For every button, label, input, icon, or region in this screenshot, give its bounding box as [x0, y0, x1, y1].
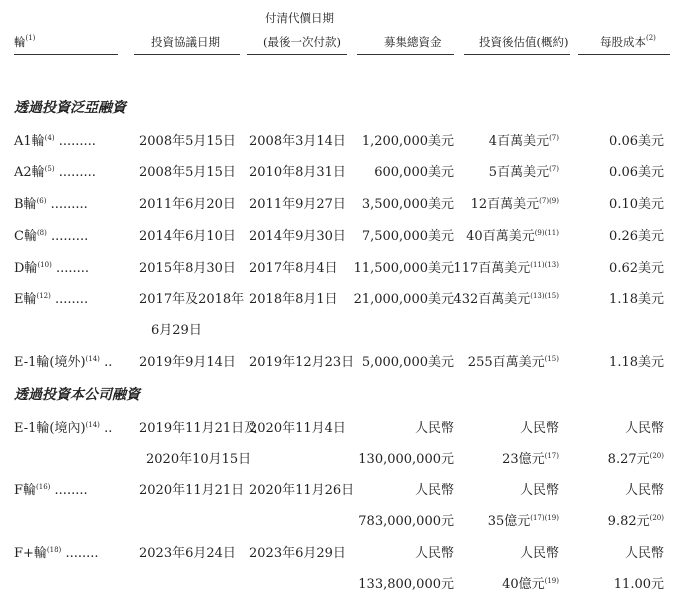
header-rule: [247, 54, 347, 55]
valuation: 5百萬美元$^{(7)}$: [488, 165, 559, 180]
amount: 3,500,000美元: [361, 197, 454, 212]
amount: 783,000,000元: [358, 514, 454, 529]
payment-date: 2008年3月14日: [249, 134, 346, 149]
amount: 7,500,000美元: [361, 229, 454, 244]
cost-per-share: 0.10美元: [609, 197, 664, 212]
cost-per-share: 0.26美元: [609, 229, 664, 244]
payment-date: 2023年6月29日: [249, 546, 346, 561]
cost-per-share: 1.18美元: [609, 292, 664, 307]
round-label: F輪$^{(16)}$ ........: [14, 483, 88, 498]
valuation: 12百萬美元$^{(7)(9)}$: [470, 197, 559, 212]
payment-date: 2010年8月31日: [249, 165, 346, 180]
payment-date: 2020年11月4日: [249, 421, 346, 436]
cost-currency: 人民幣: [624, 483, 664, 498]
agreement-date: 2014年6月10日: [139, 229, 236, 244]
agreement-date-cont: 6月29日: [151, 323, 202, 338]
round-label: E-1輪(境內)$^{(14)}$ ..: [14, 421, 113, 436]
cost-per-share: 0.62美元: [609, 261, 664, 276]
amount: 130,000,000元: [358, 452, 454, 467]
payment-date: 2017年8月4日: [249, 261, 338, 276]
header-agreement-date: 投資協議日期: [151, 35, 220, 49]
section-title-offshore: 透過投資泛亞融資: [14, 100, 126, 116]
agreement-date-cont: 2020年10月15日: [146, 452, 252, 467]
round-label: B輪$^{(6)}$ .........: [14, 197, 88, 212]
valuation: 117百萬美元$^{(11)(13)}$: [453, 261, 559, 276]
agreement-date: 2015年8月30日: [139, 261, 236, 276]
round-label: A2輪$^{(5)}$ .........: [14, 165, 96, 180]
agreement-date: 2019年9月14日: [139, 355, 236, 370]
valuation: 40百萬美元$^{(9)(11)}$: [466, 229, 559, 244]
payment-date: 2018年8月1日: [249, 292, 338, 307]
valuation: 432百萬美元$^{(13)(15)}$: [453, 292, 559, 307]
valuation-currency: 人民幣: [519, 546, 559, 561]
header-cost-per-share: 每股成本$^{(2)}$: [600, 34, 656, 49]
valuation: 255百萬美元$^{(15)}$: [467, 355, 559, 370]
round-label: E-1輪(境外)$^{(14)}$ ..: [14, 355, 113, 370]
amount: 11,500,000美元: [353, 261, 454, 276]
amount: 133,800,000元: [358, 577, 454, 592]
cost-per-share: 11.00元: [613, 577, 664, 592]
header-payment-date: 付清代價日期: [265, 11, 334, 25]
agreement-date: 2023年6月24日: [139, 546, 236, 561]
valuation: 4百萬美元$^{(7)}$: [488, 134, 559, 149]
payment-date: 2014年9月30日: [249, 229, 346, 244]
header-rule: [14, 54, 118, 55]
cost-currency: 人民幣: [624, 546, 664, 561]
header-round: 輪$^{(1)}$: [14, 34, 36, 49]
header-rule: [134, 54, 240, 55]
agreement-date: 2008年5月15日: [139, 134, 236, 149]
valuation-currency: 人民幣: [519, 483, 559, 498]
round-label: E輪$^{(12)}$ ........: [14, 292, 89, 307]
amount: 600,000美元: [374, 165, 454, 180]
amount-currency: 人民幣: [414, 421, 454, 436]
header-rule: [357, 54, 454, 55]
header-amount: 募集總資金: [384, 35, 442, 49]
amount-currency: 人民幣: [414, 546, 454, 561]
agreement-date: 2020年11月21日: [139, 483, 245, 498]
payment-date: 2020年11月26日: [249, 483, 355, 498]
agreement-date: 2019年11月21日及: [139, 421, 258, 436]
round-label: F+輪$^{(18)}$ ........: [14, 546, 99, 561]
agreement-date: 2008年5月15日: [139, 165, 236, 180]
cost-per-share: 8.27元$^{(20)}$: [607, 452, 664, 467]
cost-per-share: 1.18美元: [609, 355, 664, 370]
header-payment-date-note: (最後一次付款): [263, 35, 341, 49]
header-rule: [578, 54, 670, 55]
round-label: C輪$^{(8)}$ .........: [14, 229, 89, 244]
amount-currency: 人民幣: [414, 483, 454, 498]
valuation: 23億元$^{(17)}$: [502, 452, 559, 467]
valuation: 40億元$^{(19)}$: [502, 577, 559, 592]
header-valuation: 投資後估值(概約): [479, 35, 569, 49]
agreement-date: 2017年及2018年: [139, 292, 245, 307]
amount: 21,000,000美元: [353, 292, 454, 307]
section-title-company: 透過投資本公司融資: [14, 387, 140, 403]
round-label: D輪$^{(10)}$ ........: [14, 261, 90, 276]
amount: 5,000,000美元: [361, 355, 454, 370]
cost-per-share: 0.06美元: [609, 165, 664, 180]
header-rule: [464, 54, 570, 55]
payment-date: 2019年12月23日: [249, 355, 355, 370]
round-label: A1輪$^{(4)}$ .........: [14, 134, 96, 149]
cost-currency: 人民幣: [624, 421, 664, 436]
cost-per-share: 0.06美元: [609, 134, 664, 149]
valuation: 35億元$^{(17)(19)}$: [487, 514, 559, 529]
agreement-date: 2011年6月20日: [139, 197, 236, 212]
valuation-currency: 人民幣: [519, 421, 559, 436]
amount: 1,200,000美元: [361, 134, 454, 149]
payment-date: 2011年9月27日: [249, 197, 346, 212]
cost-per-share: 9.82元$^{(20)}$: [607, 514, 664, 529]
